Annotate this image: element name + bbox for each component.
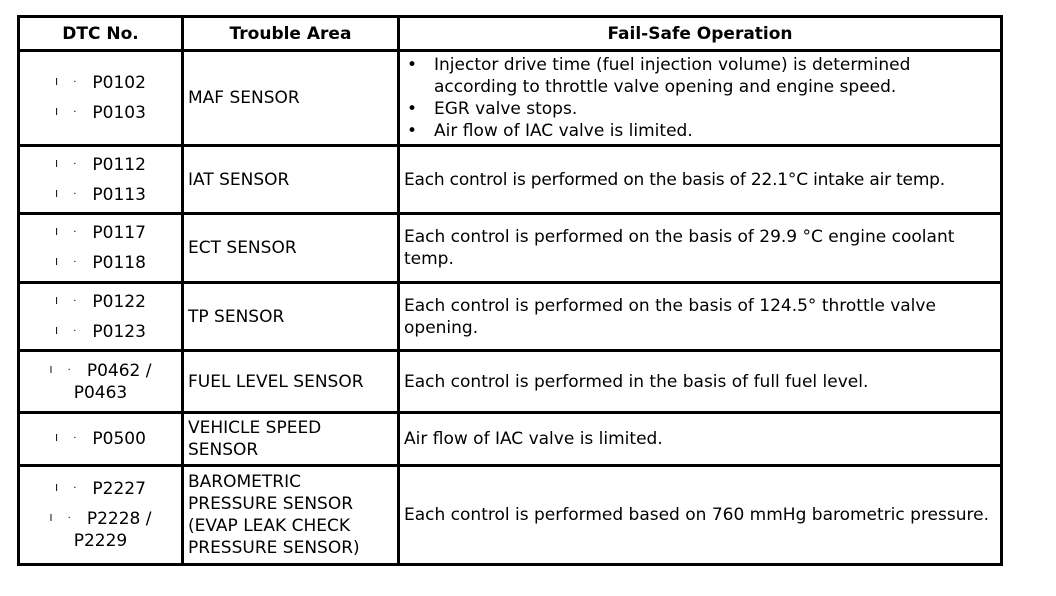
header-row (19, 17, 1002, 51)
header-dtc-no: DTC No. (19, 17, 183, 51)
operation-cell: Each control is performed on the basis of 22.1°C intake air temp. (399, 146, 1002, 214)
dtc-mark: I · (55, 295, 83, 307)
dtc-cell (19, 214, 183, 283)
table-row (19, 51, 1002, 146)
dtc-code: P2227 (92, 479, 146, 499)
dtc-cell (19, 413, 183, 466)
dtc-mark: I · (49, 364, 77, 376)
operation-bullet: • EGR valve stops. (404, 98, 996, 120)
trouble-area-cell: VEHICLE SPEED SENSOR (183, 413, 399, 466)
dtc-code: P0113 (92, 184, 146, 205)
trouble-area-cell: IAT SENSOR (183, 146, 399, 214)
table-row (19, 351, 1002, 413)
dtc-cell (19, 146, 183, 214)
dtc-cell (19, 51, 183, 146)
trouble-area-cell: FUEL LEVEL SENSOR (183, 351, 399, 413)
dtc-mark: I · (55, 325, 83, 337)
dtc-code: P2229 (73, 531, 128, 551)
dtc-cell (19, 351, 183, 413)
trouble-area-cell: TP SENSOR (183, 283, 399, 351)
table-row (19, 413, 1002, 466)
dtc-mark: I · (55, 77, 83, 88)
dtc-cell (19, 283, 183, 351)
trouble-area-cell: BAROMETRIC PRESSURE SENSOR (EVAP LEAK CHECK PRESSURE SENSOR) (183, 466, 399, 565)
operation-cell: Each control is performed in the basis of full fuel level. (399, 351, 1002, 413)
operation-cell: Each control is performed on the basis of 124.5° throttle valve opening. (399, 283, 1002, 351)
dtc-code: P0102 (92, 73, 146, 93)
dtc-code: P0463 (73, 382, 128, 403)
dtc-code: P0500 (92, 429, 146, 449)
fail-safe-table (17, 15, 1003, 566)
dtc-mark: I · (55, 257, 83, 268)
dtc-mark: I · (55, 188, 83, 200)
dtc-code: P0112 (92, 154, 146, 175)
operation-cell: Air flow of IAC valve is limited. (399, 413, 1002, 466)
dtc-mark: I · (55, 433, 83, 444)
trouble-area-cell: MAF SENSOR (183, 51, 399, 146)
dtc-mark: I · (49, 513, 77, 524)
table-row (19, 214, 1002, 283)
dtc-mark: I · (55, 483, 83, 494)
header-trouble-area: Trouble Area (183, 17, 399, 51)
dtc-code: P0462 / (86, 360, 152, 381)
table-row (19, 466, 1002, 565)
dtc-mark: I · (55, 107, 83, 118)
operation-bullet: • Air flow of IAC valve is limited. (404, 120, 996, 142)
operation-bullet: • Injector drive time (fuel injection volume) is determined according to throttle valve opening and engine speed. (404, 54, 996, 98)
operation-list (404, 54, 996, 142)
dtc-code: P0103 (92, 103, 146, 123)
dtc-cell (19, 466, 183, 565)
table-row (19, 146, 1002, 214)
header-fail-safe-operation: Fail-Safe Operation (399, 17, 1002, 51)
dtc-code: P0117 (92, 223, 146, 243)
dtc-code: P2228 / (86, 509, 152, 529)
dtc-mark: I · (55, 227, 83, 238)
operation-cell: Each control is performed based on 760 mmHg barometric pressure. (399, 466, 1002, 565)
trouble-area-cell: ECT SENSOR (183, 214, 399, 283)
table-row (19, 283, 1002, 351)
dtc-mark: I · (55, 158, 83, 170)
operation-cell: Each control is performed on the basis of 29.9 °C engine coolant temp. (399, 214, 1002, 283)
dtc-code: P0122 (92, 291, 146, 312)
operation-cell (399, 51, 1002, 146)
dtc-code: P0118 (92, 253, 146, 273)
dtc-code: P0123 (92, 321, 146, 342)
